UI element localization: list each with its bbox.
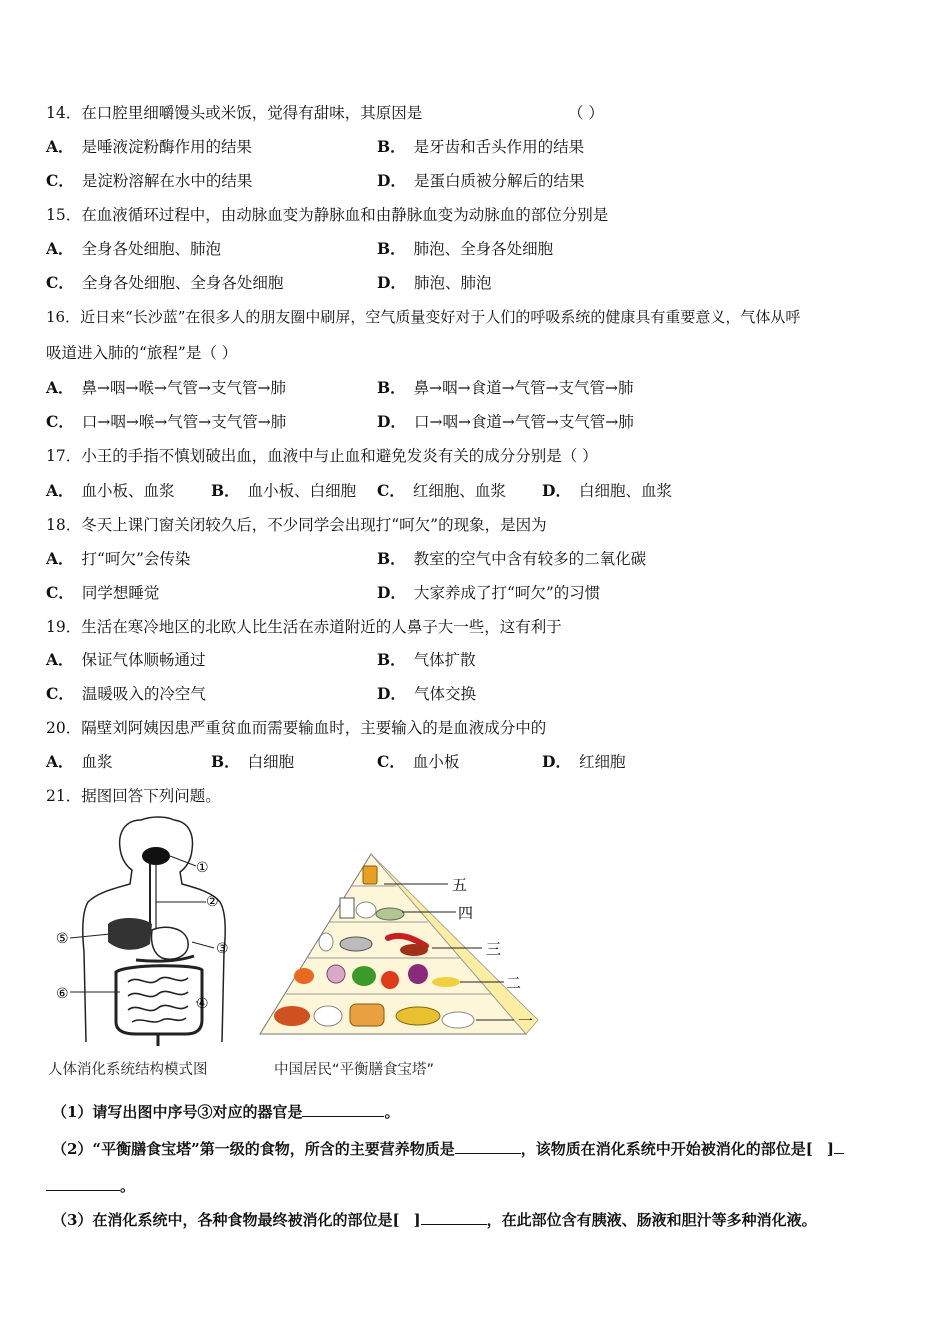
q20-option-a: A． 血浆 — [46, 752, 113, 771]
answer-blank-4[interactable] — [46, 1174, 120, 1191]
tier-label-1: 一 — [518, 1012, 534, 1030]
label-6: ⑥ — [56, 986, 69, 1002]
sweet-potato — [274, 1006, 310, 1026]
q14-paren: （ ） — [568, 104, 604, 122]
answer-blank-1[interactable] — [302, 1100, 384, 1117]
answer-blank-3[interactable] — [834, 1137, 844, 1154]
egg — [319, 933, 333, 951]
q14-option-a: A． 是唾液淀粉酶作用的结果 — [46, 137, 253, 156]
liver — [108, 918, 152, 950]
meat — [400, 944, 428, 956]
q16-option-c: C． 口→咽→喉→气管→支气管→肺 — [46, 412, 287, 431]
fig2-caption: 中国居民“平衡膳食宝塔” — [274, 1062, 435, 1078]
tomato — [381, 971, 399, 989]
q19-option-d: D． 气体交换 — [377, 684, 476, 703]
q16-stem-line1: 16．近日来“长沙蓝”在很多人的朋友圈中刷屏，空气质量变好对于人们的呼吸系统的健康具有重要意义，气体从呼 — [46, 308, 801, 326]
carrot — [294, 968, 314, 984]
food-pyramid-figure — [256, 848, 546, 1038]
q16-stem-line2: 吸道进入肺的“旅程”是（ ） — [46, 344, 238, 362]
label-1: ① — [196, 860, 209, 876]
milk-carton — [340, 898, 354, 918]
tofu — [356, 902, 376, 918]
q20-option-c: C． 血小板 — [377, 752, 460, 771]
q17-option-a: A． 血小板、血浆 — [46, 481, 175, 500]
q21-stem: 21．据图回答下列问题。 — [46, 787, 221, 805]
q15-stem: 15．在血液循环过程中，由动脉血变为静脉血和由静脉血变为动脉血的部位分别是 — [46, 206, 609, 224]
q17-option-c: C． 红细胞、血浆 — [377, 481, 506, 500]
q18-option-c: C． 同学想睡觉 — [46, 583, 160, 602]
onion — [327, 965, 345, 983]
q15-option-b: B． 肺泡、全身各处细胞 — [377, 239, 554, 258]
q21-sub2: （2）“平衡膳食宝塔”第一级的食物，所含的主要营养物质是 ，该物质在消化系统中开始被消化的部位是[ ] — [52, 1137, 844, 1159]
q18-option-b: B． 教室的空气中含有较多的二氧化碳 — [377, 549, 647, 568]
greens — [352, 966, 376, 986]
q18-stem: 18．冬天上课门窗关闭较久后，不少同学会出现打“呵欠”的现象，是因为 — [46, 516, 547, 534]
q19-option-c: C． 温暖吸入的冷空气 — [46, 684, 206, 703]
q15-option-d: D． 肺泡、肺泡 — [377, 273, 492, 292]
rice-bowl — [442, 1012, 474, 1028]
mantou — [314, 1006, 342, 1026]
q14-stem: 14．在口腔里细嚼馒头或米饭，觉得有甜味，其原因是 — [46, 104, 423, 122]
q19-stem: 19．生活在寒冷地区的北欧人比生活在赤道附近的人鼻子大一些，这有利于 — [46, 618, 562, 636]
grapes — [408, 964, 428, 984]
mouth-region — [142, 847, 170, 865]
q16-option-b: B． 鼻→咽→食道→气管→支气管→肺 — [377, 378, 634, 397]
label-2: ② — [206, 894, 219, 910]
corn — [396, 1007, 440, 1025]
q18-option-d: D． 大家养成了打“呵欠”的习惯 — [377, 583, 601, 602]
oil-bottle — [363, 866, 377, 884]
small-intestine — [128, 977, 188, 1022]
q14-option-c: C． 是淀粉溶解在水中的结果 — [46, 171, 253, 190]
tier-label-2: 二 — [506, 974, 522, 992]
q17-stem: 17．小王的手指不慎划破出血，血液中与止血和避免发炎有关的成分分别是（ ） — [46, 447, 598, 465]
q21-sub1: （1）请写出图中序号③对应的器官是 。 — [52, 1100, 399, 1122]
stomach — [151, 927, 188, 959]
fish — [340, 937, 372, 951]
q14-option-d: D． 是蛋白质被分解后的结果 — [377, 171, 585, 190]
q20-option-d: D． 红细胞 — [542, 752, 626, 771]
q21-sub3: （3）在消化系统中，各种食物最终被消化的部位是[ ] ，在此部位含有胰液、肠液和胆汁等多种消化液。 — [52, 1208, 817, 1230]
q17-option-d: D． 白细胞、血浆 — [542, 481, 672, 500]
q20-stem: 20．隔壁刘阿姨因患严重贫血而需要输血时，主要输入的是血液成分中的 — [46, 719, 547, 737]
q17-option-b: B． 血小板、白细胞 — [211, 481, 357, 500]
label-3: ③ — [216, 941, 229, 957]
q15-option-c: C． 全身各处细胞、全身各处细胞 — [46, 273, 284, 292]
bean-bowl — [376, 908, 404, 920]
q21-sub2-cont: 。 — [46, 1174, 135, 1196]
bread — [350, 1004, 384, 1026]
q16-option-a: A． 鼻→咽→喉→气管→支气管→肺 — [46, 378, 286, 397]
label-4: ④ — [196, 996, 209, 1012]
tier-label-3: 三 — [486, 940, 502, 958]
q19-option-a: A． 保证气体顺畅通过 — [46, 650, 206, 669]
fig1-caption: 人体消化系统结构模式图 — [48, 1062, 208, 1078]
answer-blank-5[interactable] — [421, 1208, 487, 1225]
q14-option-b: B． 是牙齿和舌头作用的结果 — [377, 137, 585, 156]
q18-option-a: A． 打“呵欠”会传染 — [46, 549, 191, 568]
tier-label-5: 五 — [452, 876, 468, 894]
large-intestine — [116, 966, 202, 1034]
label-5: ⑤ — [56, 931, 69, 947]
tier-label-4: 四 — [458, 904, 474, 922]
digestive-system-figure — [46, 812, 246, 1048]
q15-option-a: A． 全身各处细胞、肺泡 — [46, 239, 222, 258]
q16-option-d: D． 口→咽→食道→气管→支气管→肺 — [377, 412, 634, 431]
answer-blank-2[interactable] — [455, 1137, 521, 1154]
q19-option-b: B． 气体扩散 — [377, 650, 476, 669]
banana — [432, 977, 460, 987]
q20-option-b: B． 白细胞 — [211, 752, 295, 771]
